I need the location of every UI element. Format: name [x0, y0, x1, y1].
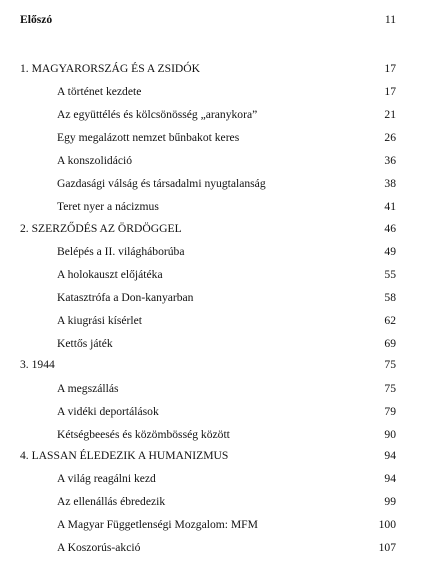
toc-section-page: 69 [384, 337, 396, 350]
toc-section [0, 289, 423, 307]
toc-section-page: 36 [384, 154, 396, 167]
toc-section [0, 175, 423, 193]
toc-entry-page: 11 [384, 13, 396, 26]
toc-section-title: Kettős játék [57, 337, 113, 350]
toc-section-page: 55 [384, 268, 396, 281]
toc-section-page: 49 [384, 245, 396, 258]
toc-section [0, 312, 423, 330]
toc-section [0, 516, 423, 534]
toc-section-title: Teret nyer a nácizmus [57, 200, 159, 213]
toc-section-page: 62 [384, 314, 396, 327]
toc-section-title: Belépés a II. világháborúba [57, 245, 185, 258]
toc-chapter-page: 46 [384, 222, 396, 235]
toc-section-page: 79 [384, 405, 396, 418]
toc-section-title: Egy megalázott nemzet bűnbakot keres [57, 131, 240, 144]
toc-chapter-title: 2. SZERZŐDÉS AZ ÖRDÖGGEL [20, 222, 182, 235]
toc-section [0, 426, 423, 444]
toc-section-page: 100 [378, 518, 396, 531]
toc-section [0, 83, 423, 101]
toc-section-title: A történet kezdete [57, 85, 142, 98]
toc-section-page: 17 [384, 85, 396, 98]
toc-section-title: A konszolidáció [57, 154, 133, 167]
toc-section-page: 107 [378, 541, 396, 554]
toc-section-page: 75 [384, 382, 396, 395]
toc-section [0, 403, 423, 421]
toc-section [0, 493, 423, 511]
toc-section-page: 90 [384, 428, 396, 441]
toc-entry-preface [0, 11, 423, 29]
toc-entry-title: Előszó [20, 13, 53, 26]
toc-chapter-page: 94 [384, 449, 396, 462]
toc-section-title: A világ reagálni kezd [57, 472, 156, 485]
toc-section-title: A kiugrási kísérlet [57, 314, 143, 327]
toc-section [0, 335, 423, 353]
toc-section-title: A vidéki deportálások [57, 405, 159, 418]
toc-section [0, 106, 423, 124]
toc-section [0, 266, 423, 284]
toc-section [0, 380, 423, 398]
toc-chapter-3 [0, 356, 423, 374]
toc-section-page: 38 [384, 177, 396, 190]
toc-chapter-1 [0, 60, 423, 78]
toc-section-title: A holokauszt előjátéka [57, 268, 163, 281]
toc-chapter-title: 3. 1944 [20, 358, 55, 371]
toc-section-title: A Magyar Függetlenségi Mozgalom: MFM [57, 518, 258, 531]
toc-section-page: 94 [384, 472, 396, 485]
toc-section [0, 198, 423, 216]
toc-section [0, 152, 423, 170]
toc-section-title: A megszállás [57, 382, 119, 395]
toc-section [0, 539, 423, 557]
toc-section-page: 26 [384, 131, 396, 144]
toc-chapter-page: 17 [384, 62, 396, 75]
toc-section-title: Kétségbeesés és közömbösség között [57, 428, 230, 441]
toc-section [0, 243, 423, 261]
toc-section-title: A Koszorús-akció [57, 541, 141, 554]
toc-section-page: 21 [384, 108, 396, 121]
toc-section [0, 470, 423, 488]
toc-chapter-4 [0, 447, 423, 465]
toc-section-title: Az ellenállás ébredezik [57, 495, 166, 508]
toc-section-title: Az együttélés és kölcsönösség „aranykora” [57, 108, 258, 121]
toc-section-page: 99 [384, 495, 396, 508]
toc-section [0, 129, 423, 147]
toc-chapter-page: 75 [384, 358, 396, 371]
toc-section-page: 58 [384, 291, 396, 304]
toc-section-page: 41 [384, 200, 396, 213]
toc-section-title: Katasztrófa a Don-kanyarban [57, 291, 194, 304]
toc-chapter-title: 1. MAGYARORSZÁG ÉS A ZSIDÓK [20, 62, 201, 75]
toc-chapter-title: 4. LASSAN ÉLEDEZIK A HUMANIZMUS [20, 449, 229, 462]
toc-section-title: Gazdasági válság és társadalmi nyugtalanság [57, 177, 266, 190]
toc-chapter-2 [0, 220, 423, 238]
